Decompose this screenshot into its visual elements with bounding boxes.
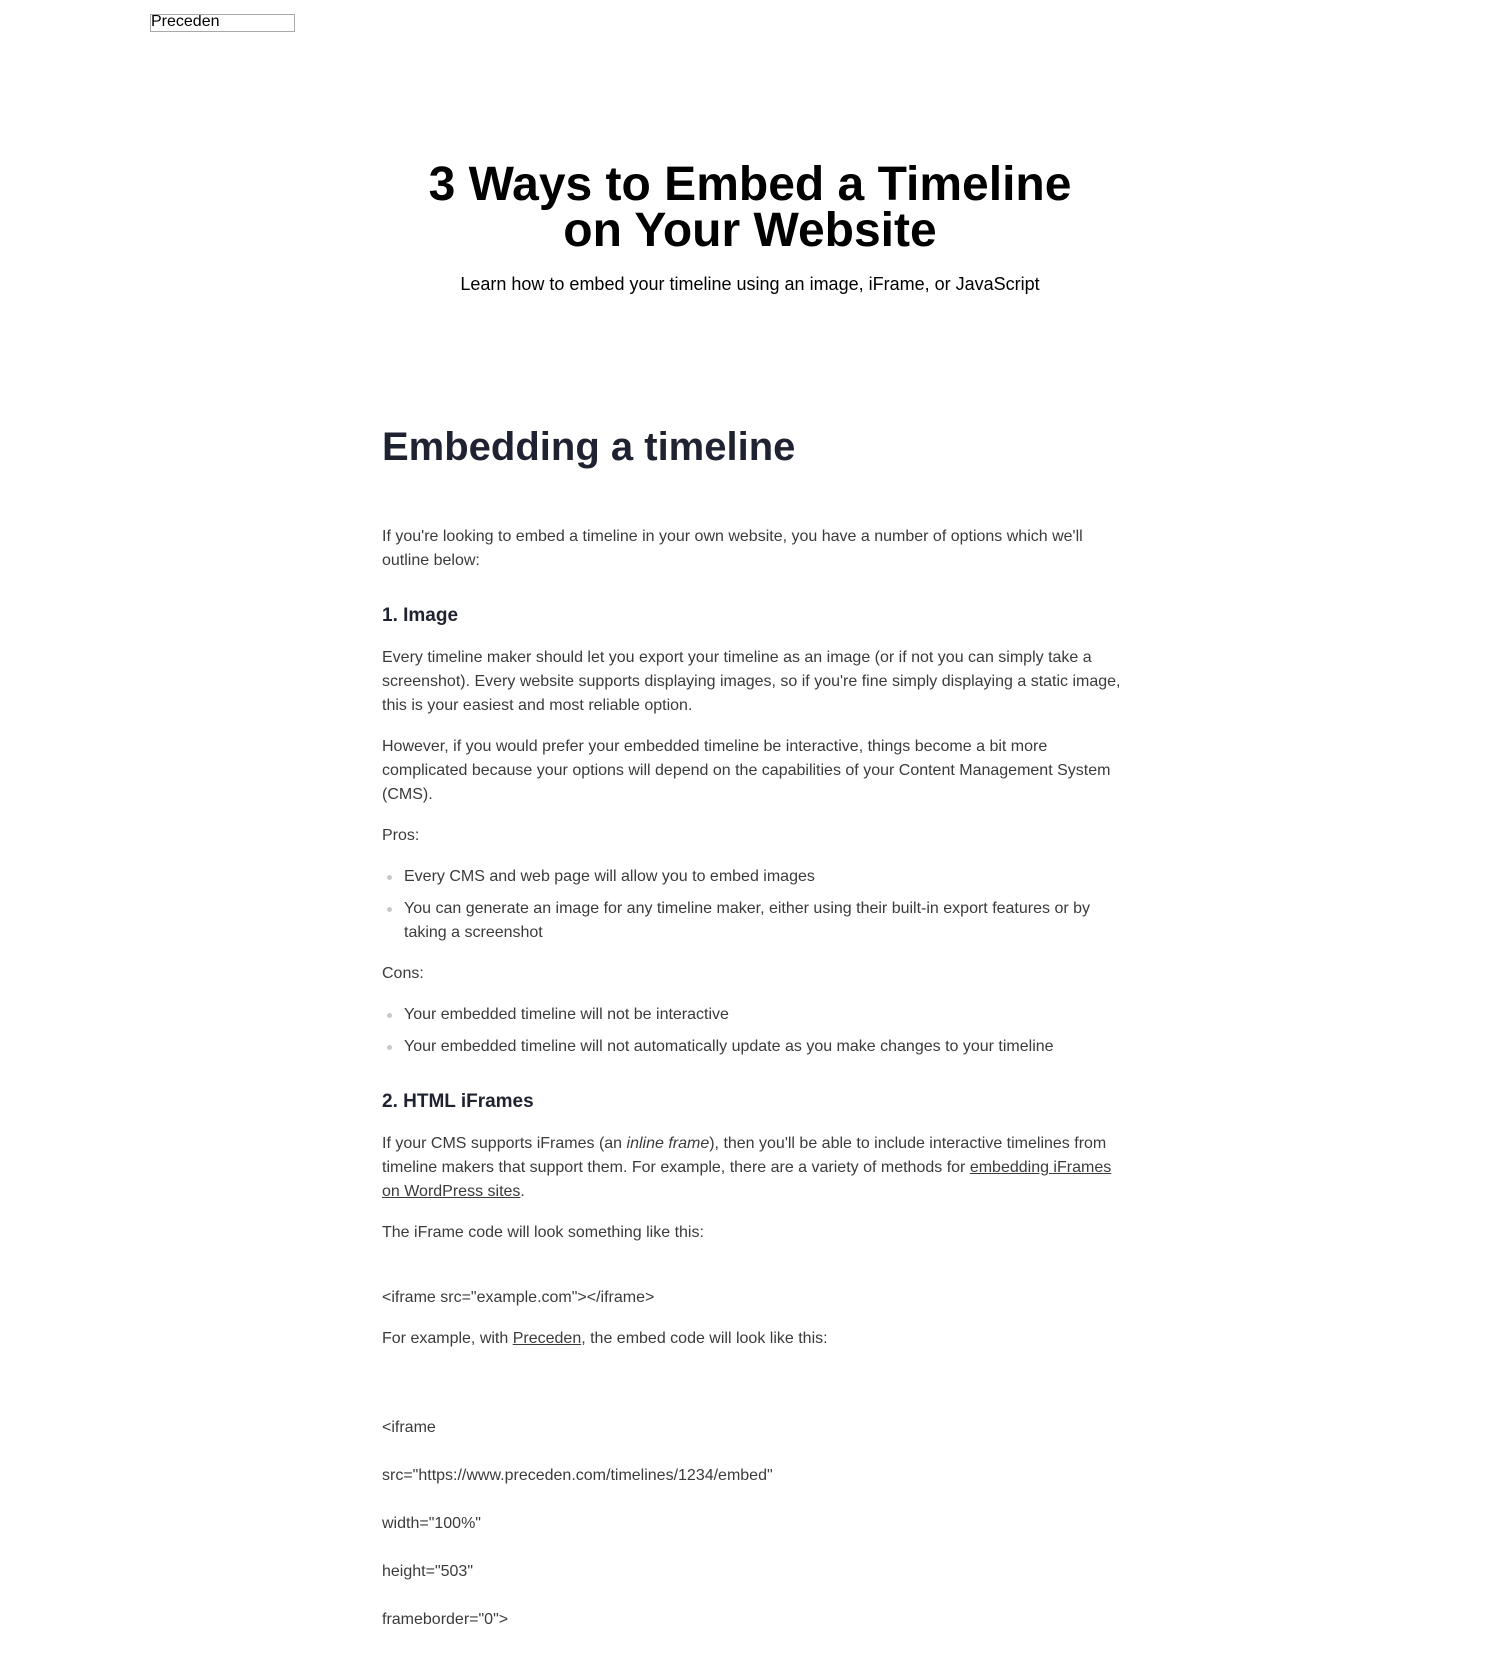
code-line: height="503" (382, 1563, 473, 1580)
code-sample-preceden (382, 1368, 1122, 1656)
section-heading-iframes: 2. HTML iFrames (382, 1091, 534, 1112)
page-title: 3 Ways to Embed a Timeline on Your Website (428, 158, 1072, 257)
hero (0, 158, 1500, 296)
iframes-paragraph-3 (382, 1327, 1122, 1351)
code-sample-generic: <iframe src="example.com"></iframe> (382, 1289, 655, 1306)
page-subtitle: Learn how to embed your timeline using an image, iFrame, or JavaScript (460, 274, 1040, 294)
article-heading: Embedding a timeline (382, 425, 796, 469)
section-heading-image: 1. Image (382, 605, 459, 626)
emphasis-inline-frame: inline frame (626, 1135, 710, 1152)
text-span: For example, with (382, 1330, 513, 1347)
cons-list (382, 1003, 1122, 1059)
image-paragraph-2: However, if you would prefer your embedded timeline be interactive, things become a bit more complicated because your options will depend on the capabilities of your Content Management System (CMS). (382, 738, 1111, 803)
list-item: You can generate an image for any timeline maker, either using their built-in export features or by taking a screenshot (404, 897, 1122, 945)
text-span: If your CMS supports iFrames (an (382, 1135, 627, 1152)
wordpress-iframes-link[interactable]: embedding iFrames on WordPress sites (382, 1159, 1112, 1200)
pros-list (382, 865, 1122, 945)
preceden-link[interactable]: Preceden (512, 1330, 582, 1347)
list-item: Every CMS and web page will allow you to embed images (404, 865, 1122, 889)
cons-label: Cons: (382, 965, 424, 982)
text-span: ), then you'll be able to include interactive timelines from timeline makers that support them. For example, there are a variety of methods for (382, 1135, 1107, 1176)
code-line: src="https://www.preceden.com/timelines/1234/embed" (382, 1467, 773, 1484)
iframes-paragraph-1 (382, 1132, 1122, 1204)
image-paragraph-1: Every timeline maker should let you export your timeline as an image (or if not you can simply take a screenshot). Every website supports displaying images, so if you're fine simply displaying a static image, this is your easiest and most reliable option. (382, 649, 1121, 714)
iframes-paragraph-2: The iFrame code will look something like this: (382, 1224, 704, 1241)
text-span: , the embed code will look like this: (581, 1330, 828, 1347)
text-span: . (520, 1183, 525, 1200)
logo-link[interactable]: Preceden (150, 14, 295, 32)
pros-label: Pros: (382, 827, 420, 844)
code-line: width="100%" (382, 1515, 481, 1532)
code-line: frameborder="0"> (382, 1611, 509, 1628)
code-line: <iframe (382, 1419, 436, 1436)
article-body (382, 420, 1122, 1673)
list-item: Your embedded timeline will not automatically update as you make changes to your timeline (404, 1035, 1122, 1059)
list-item: Your embedded timeline will not be interactive (404, 1003, 1122, 1027)
intro-paragraph: If you're looking to embed a timeline in your own website, you have a number of options which we'll outline below: (382, 528, 1083, 569)
